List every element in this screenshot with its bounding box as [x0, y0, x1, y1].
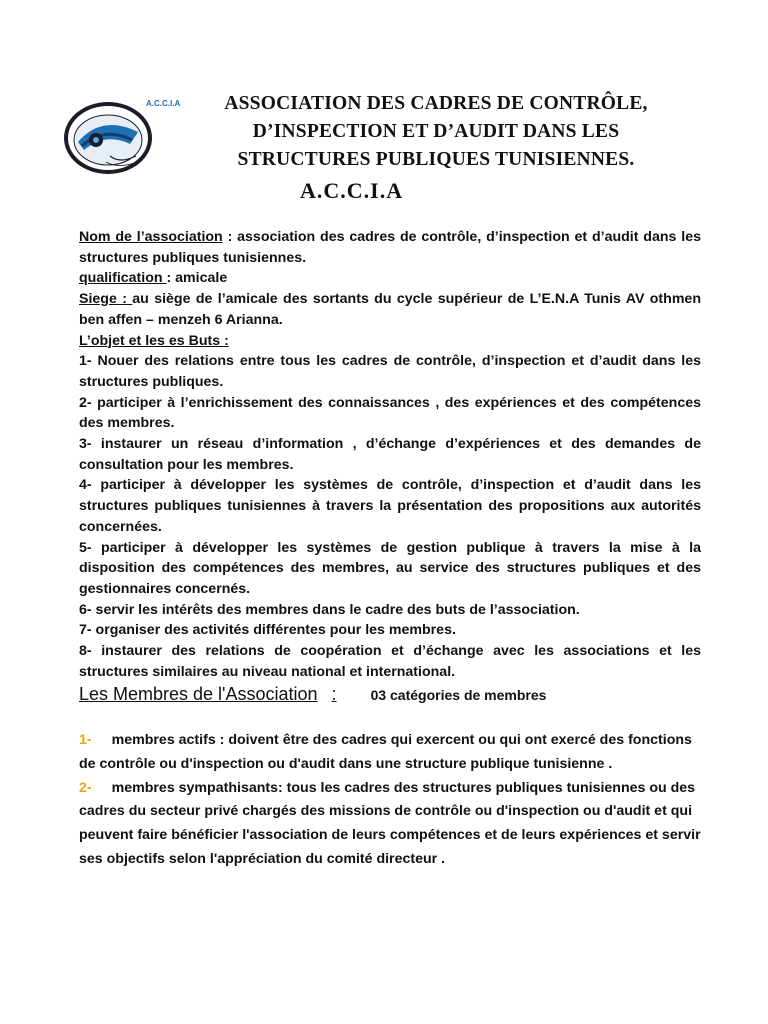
members-title: Les Membres de l'Association: [79, 684, 318, 704]
members-colon: :: [331, 684, 337, 704]
objective-item-4: 4- participer à développer les systèmes de contrôle, d’inspection et d’audit dans les structures publiques tunisiennes à travers la présentation des propositions aux autorités concernées.: [79, 477, 701, 535]
siege-text: au siège de l’amicale des sortants du cycle supérieur de L’E.N.A Tunis AV othmen ben affen – menzeh 6 Arianna.: [79, 291, 701, 328]
qualification-text: : amicale: [166, 270, 228, 287]
title-line-1: ASSOCIATION DES CADRES DE CONTRÔLE,: [224, 93, 648, 114]
objective-item-7: 7- organiser des activités différentes pour les membres.: [79, 622, 456, 639]
objects-label: L’objet et les es Buts :: [79, 332, 229, 349]
document-body: [79, 227, 701, 682]
objective-item-5: 5- participer à développer les systèmes de gestion publique à travers la mise à la disposition des compétences des membres, au service des structures publiques et des gestionnaires concernés.: [79, 539, 701, 597]
association-name-label: Nom de l’association: [79, 229, 223, 245]
qualification-paragraph: [79, 268, 701, 289]
association-logo: [62, 92, 181, 178]
member-category-1: [79, 729, 701, 777]
document-title: [196, 90, 676, 174]
logo-text: A.C.C.I.A: [146, 99, 181, 108]
siege-paragraph: [79, 289, 701, 330]
title-line-3: STRUCTURES PUBLIQUES TUNISIENNES.: [237, 149, 635, 170]
objective-item-2: 2- participer à l’enrichissement des connaissances , des expériences et des compétences des membres.: [79, 394, 701, 432]
siege-label: Siege :: [79, 291, 133, 308]
association-name-text: : association des cadres de contrôle, d’inspection et d’audit dans les structures publiques tunisiennes.: [79, 229, 701, 266]
members-heading: [79, 684, 701, 705]
member-category-text: membres sympathisants: tous les cadres des structures publiques tunisiennes ou des cadres du secteur privé chargés des missions de contrôle ou d'inspection ou d'audit et qui peuvent faire bénéficier l'association de leurs compétences et de leurs expériences et servir ses objectifs selon l'appréciation du comité directeur .: [79, 779, 701, 867]
objective-item-8: 8- instaurer des relations de coopération et d’échange avec les associations et les structures similaires au niveau national et international.: [79, 643, 701, 680]
member-category-text: membres actifs : doivent être des cadres qui exercent ou qui ont exercé des fonctions de contrôle ou d'inspection ou d'audit dans une structure publique tunisienne .: [79, 732, 692, 772]
members-count: 03 catégories de membres: [370, 687, 547, 703]
objects-heading: [79, 331, 701, 352]
objective-item-3: 3- instaurer un réseau d’information , d’échange d’expériences et des demandes de consultation pour les membres.: [79, 436, 701, 473]
member-category-2: [79, 777, 701, 872]
members-list: [79, 729, 701, 872]
qualification-label: qualification: [79, 270, 167, 287]
acronym: A.C.C.I.A: [300, 178, 404, 203]
member-category-number: 1-: [79, 732, 92, 748]
objective-item-1: 1- Nouer des relations entre tous les cadres de contrôle, d’inspection et d’audit dans les structures publiques.: [79, 353, 701, 390]
association-name-paragraph: [79, 227, 701, 268]
title-line-2: D’INSPECTION ET D’AUDIT DANS LES: [252, 121, 620, 142]
member-category-number: 2-: [79, 779, 92, 796]
objective-item-6: 6- servir les intérêts des membres dans le cadre des buts de l’association.: [79, 601, 580, 618]
